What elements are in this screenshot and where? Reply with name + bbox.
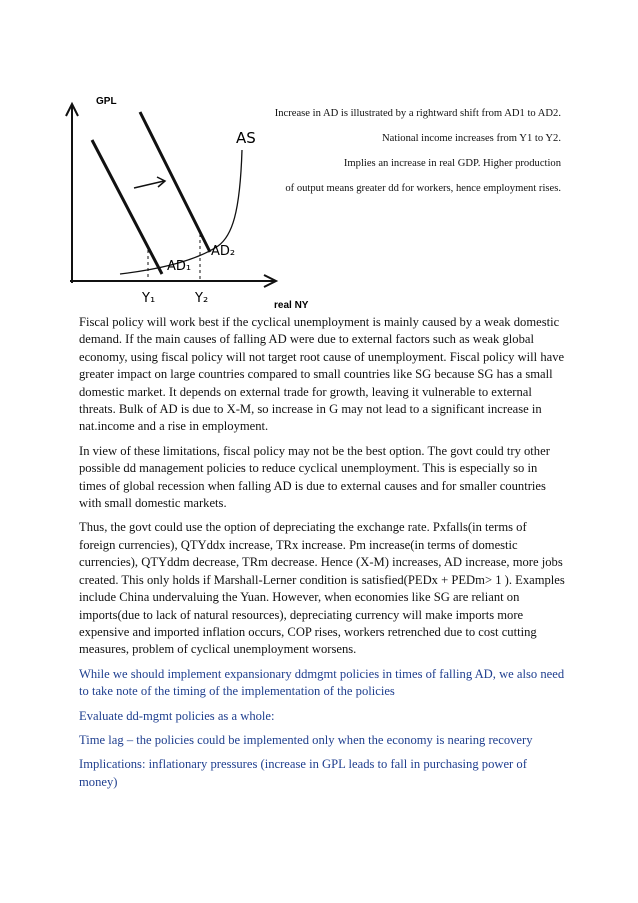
diagram-note-4: of output means greater dd for workers, hence employment rises. bbox=[285, 183, 561, 194]
ad-as-diagram bbox=[60, 88, 580, 318]
document-body bbox=[79, 314, 565, 798]
y1-label: Y₁ bbox=[142, 291, 156, 306]
paragraph-exchange-rate: Thus, the govt could use the option of depreciating the exchange rate. Pxfalls(in terms of foreign currencies), QTYddx increase, TRx increase. Pm increase(in terms of domestic currencies), QTYddm decrease, TRm decrease. Hence (X-M) increases, AD increase, more jobs created. This only holds if Marshall-Lerner condition is satisfied(PEDx + PEDm> 1 ). Examples include China undervaluing the Yuan. However, when economies like SG are reliant on imports(due to lack of natural resources), depreciating currency will make imports more expensive and imported inflation occurs, COP rises, workers retrenched due to cost cutting measures, problem of cyclical unemployment worsens. bbox=[79, 520, 565, 657]
diagram-note-1: Increase in AD is illustrated by a rightward shift from AD1 to AD2. bbox=[274, 108, 561, 119]
y2-label: Y₂ bbox=[195, 291, 209, 306]
paragraph-limitations: In view of these limitations, fiscal policy may not be the best option. The govt could try other possible dd management policies to reduce cyclical unemployment. This is especially so in times of global recession when falling AD is due to external causes and for smaller countries with small domestic markets. bbox=[79, 443, 550, 511]
paragraph-evaluate: Evaluate dd-mgmt policies as a whole: bbox=[79, 708, 275, 723]
paragraph-implications: Implications: inflationary pressures (increase in GPL leads to fall in purchasing power of money) bbox=[79, 757, 527, 789]
y-axis-label: GPL bbox=[96, 96, 117, 107]
ad2-curve bbox=[140, 112, 210, 252]
ad2-label: AD₂ bbox=[211, 244, 236, 259]
as-label: AS bbox=[236, 129, 256, 147]
diagram-note-2: National income increases from Y1 to Y2. bbox=[382, 133, 561, 144]
x-axis-label: real NY bbox=[274, 300, 309, 311]
paragraph-timing: While we should implement expansionary ddmgmt policies in times of falling AD, we also need to take note of the timing of the implementation of the policies bbox=[79, 666, 565, 699]
ad1-label: AD₁ bbox=[167, 259, 192, 274]
paragraph-fiscal-policy: Fiscal policy will work best if the cyclical unemployment is mainly caused by a weak domestic demand. If the main causes of falling AD were due to external factors such as weak global economy, using fiscal policy will not target root cause of unemployment. Fiscal policy will have greater impact on large countries compared to small countries like SG because SG has a small domestic market. It depends on external trade for growth, leaving it vulnerable to external threats. Bulk of AD is due to X-M, so increase in G may not lead to a significant increase in nat.income and a rise in employment. bbox=[79, 315, 565, 434]
shift-arrow bbox=[134, 181, 164, 188]
ad1-curve bbox=[92, 140, 162, 274]
diagram-note-3: Implies an increase in real GDP. Higher production bbox=[343, 158, 561, 169]
paragraph-time-lag: Time lag – the policies could be implemented only when the economy is nearing recovery bbox=[79, 732, 533, 747]
